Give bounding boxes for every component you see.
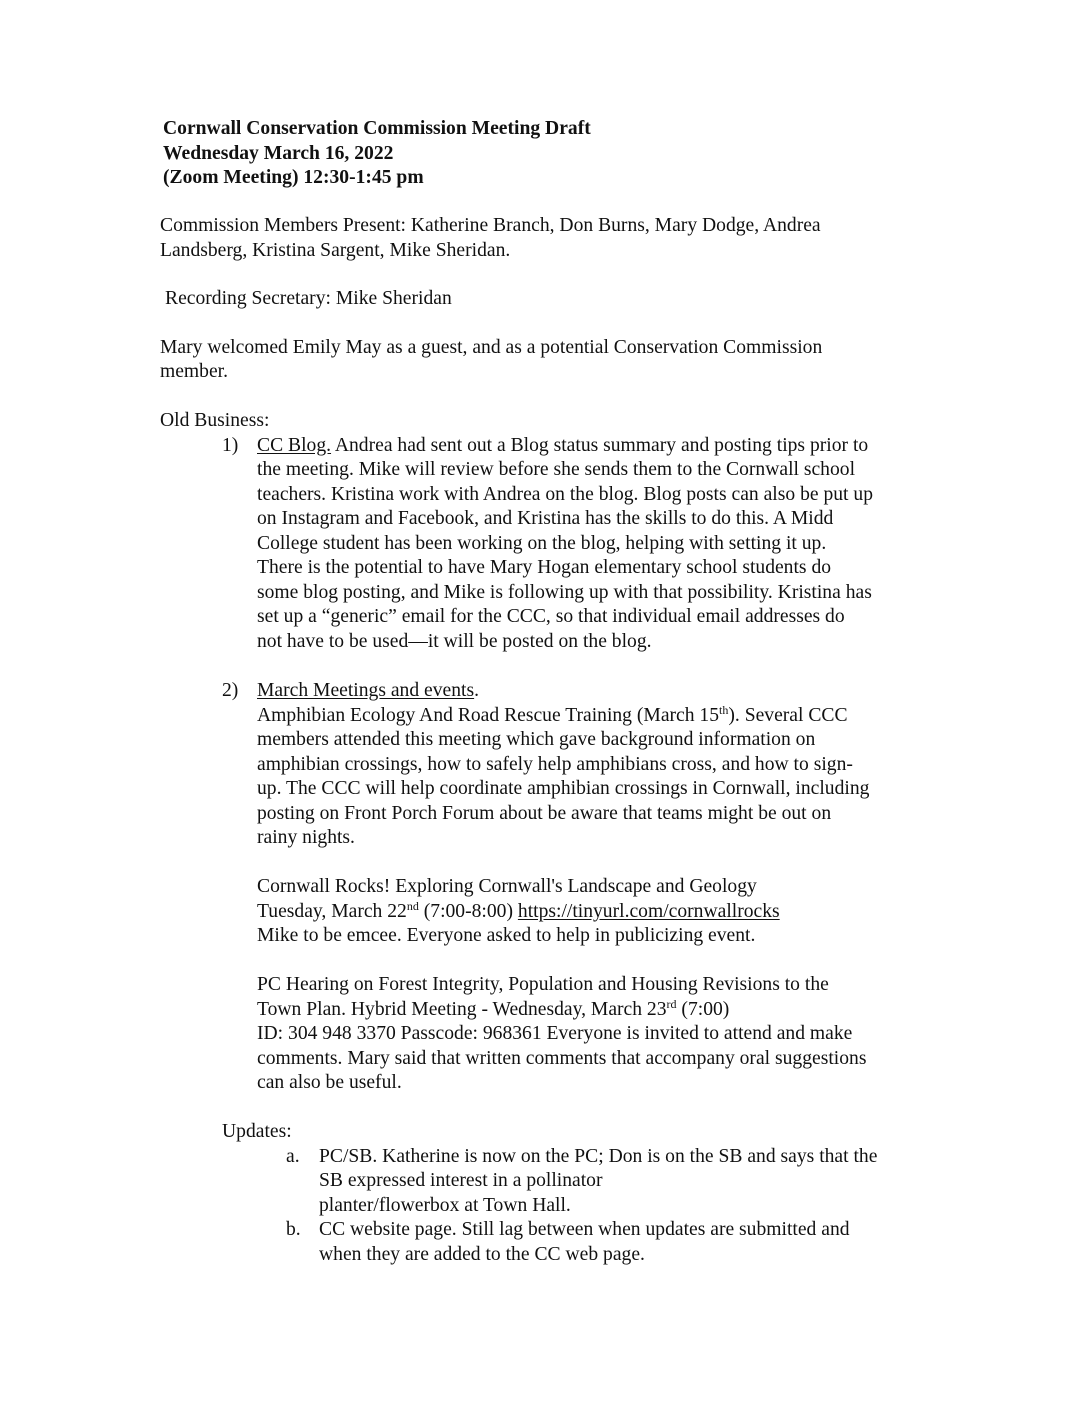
item-1-line: some blog posting, and Mike is following up with that possibility. Kristina has bbox=[257, 582, 872, 603]
update-a-letter: a. bbox=[286, 1146, 300, 1167]
amphibian-line: up. The CCC will help coordinate amphibian crossings in Cornwall, including bbox=[257, 778, 870, 799]
pc-hearing-line-4: comments. Mary said that written comments that accompany oral suggestions bbox=[257, 1048, 867, 1069]
item-1-line: set up a “generic” email for the CCC, so that individual email addresses do bbox=[257, 606, 845, 627]
cornwall-rocks-note: Mike to be emcee. Everyone asked to help in publicizing event. bbox=[257, 925, 756, 946]
item-2-title-line: March Meetings and events. bbox=[257, 680, 480, 701]
members-line-1: Commission Members Present: Katherine Branch, Don Burns, Mary Dodge, Andrea bbox=[160, 215, 821, 236]
cornwall-rocks-date-line: Tuesday, March 22nd (7:00-8:00) https://tinyurl.com/cornwallrocks bbox=[257, 899, 780, 922]
amphibian-line: members attended this meeting which gave background information on bbox=[257, 729, 816, 750]
amphibian-line: rainy nights. bbox=[257, 827, 355, 848]
pc-hearing-line-5: can also be useful. bbox=[257, 1072, 402, 1093]
cornwall-rocks-link[interactable]: https://tinyurl.com/cornwallrocks bbox=[517, 901, 780, 922]
welcome-line-2: member. bbox=[160, 361, 229, 382]
pc-hearing-line-1: PC Hearing on Forest Integrity, Population and Housing Revisions to the bbox=[257, 974, 829, 995]
item-1-line: not have to be used—it will be posted on the blog. bbox=[257, 631, 652, 652]
amphibian-line: posting on Front Porch Forum about be aware that teams might be out on bbox=[257, 803, 832, 824]
update-b-letter: b. bbox=[286, 1219, 301, 1240]
item-1-title: CC Blog. bbox=[257, 435, 332, 456]
item-1-line: on Instagram and Facebook, and Kristina has the skills to do this. A Midd bbox=[257, 508, 834, 529]
update-a-line: PC/SB. Katherine is now on the PC; Don is on the SB and says that the bbox=[319, 1146, 878, 1167]
recording-secretary: Recording Secretary: Mike Sheridan bbox=[165, 288, 452, 309]
pc-hearing-line-2: Town Plan. Hybrid Meeting - Wednesday, March 23rd (7:00) bbox=[257, 997, 730, 1020]
members-line-2: Landsberg, Kristina Sargent, Mike Sheridan. bbox=[160, 240, 511, 261]
item-1-line: teachers. Kristina work with Andrea on the blog. Blog posts can also be put up bbox=[257, 484, 873, 505]
update-b-line: when they are added to the CC web page. bbox=[319, 1244, 645, 1265]
item-1-line: the meeting. Mike will review before she sends them to the Cornwall school bbox=[257, 459, 856, 480]
update-b-line: CC website page. Still lag between when updates are submitted and bbox=[319, 1219, 850, 1240]
pc-hearing-line-3: ID: 304 948 3370 Passcode: 968361 Everyone is invited to attend and make bbox=[257, 1023, 853, 1044]
welcome-line-1: Mary welcomed Emily May as a guest, and as a potential Conservation Commission bbox=[160, 337, 823, 358]
meeting-time: (Zoom Meeting) 12:30-1:45 pm bbox=[163, 167, 424, 188]
update-a-line: planter/flowerbox at Town Hall. bbox=[319, 1195, 571, 1216]
amphibian-line-1: Amphibian Ecology And Road Rescue Training (March 15th). Several CCC bbox=[257, 703, 848, 726]
item-1-first-line bbox=[257, 434, 868, 459]
meeting-date: Wednesday March 16, 2022 bbox=[163, 143, 394, 164]
item-1-line: College student has been working on the blog, helping with setting it up. bbox=[257, 533, 827, 554]
item-2-number: 2) bbox=[222, 680, 239, 701]
meeting-title: Cornwall Conservation Commission Meeting Draft bbox=[163, 118, 591, 139]
amphibian-line: amphibian crossings, how to safely help amphibians cross, and how to sign- bbox=[257, 754, 853, 775]
item-1-line: Andrea had sent out a Blog status summary and posting tips prior to bbox=[331, 435, 869, 456]
item-2-title: March Meetings and events bbox=[257, 680, 475, 701]
cornwall-rocks-title: Cornwall Rocks! Exploring Cornwall's Landscape and Geology bbox=[257, 876, 757, 897]
item-1-number: 1) bbox=[222, 435, 239, 456]
update-a-line: SB expressed interest in a pollinator bbox=[319, 1170, 603, 1191]
old-business-heading: Old Business: bbox=[160, 410, 270, 431]
updates-heading: Updates: bbox=[222, 1121, 292, 1142]
item-1-line: There is the potential to have Mary Hogan elementary school students do bbox=[257, 557, 832, 578]
